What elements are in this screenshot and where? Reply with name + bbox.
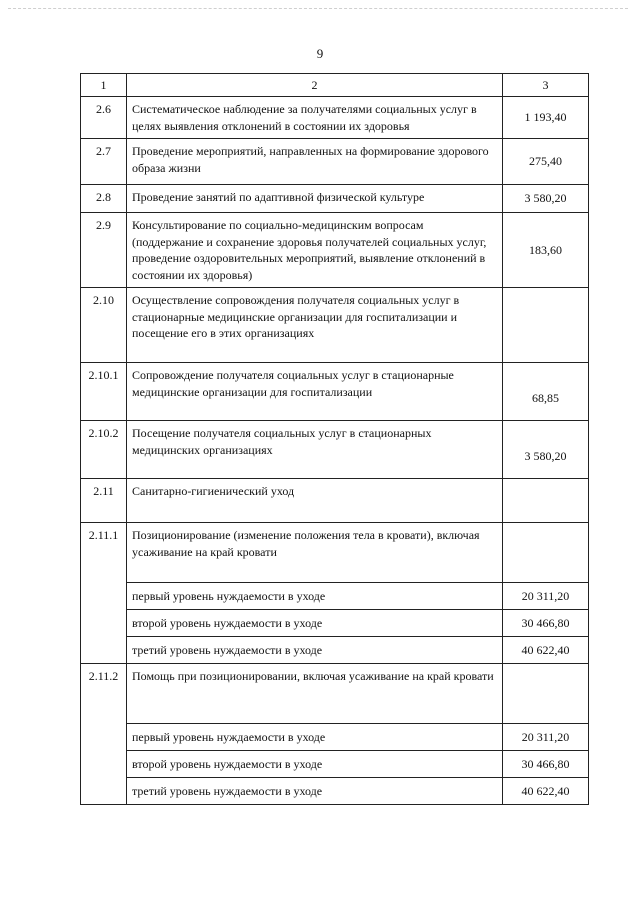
- table-row: [81, 185, 589, 213]
- table-row: [81, 363, 589, 421]
- level-label: второй уровень нуждаемости в уходе: [127, 610, 503, 637]
- row-value: 183,60: [503, 213, 589, 288]
- level-row: [81, 637, 589, 664]
- table-row: [81, 664, 589, 724]
- row-description: Помощь при позиционировании, включая усаживание на край кровати: [127, 664, 503, 724]
- level-row: [81, 610, 589, 637]
- row-value: 3 580,20: [503, 421, 589, 479]
- row-value: 68,85: [503, 363, 589, 421]
- row-number: 2.10: [81, 288, 127, 363]
- level-label: третий уровень нуждаемости в уходе: [127, 778, 503, 805]
- level-label: третий уровень нуждаемости в уходе: [127, 637, 503, 664]
- row-number: 2.11: [81, 479, 127, 523]
- header-col-2: 2: [127, 74, 503, 97]
- level-value: 40 622,40: [503, 637, 589, 664]
- level-row: [81, 778, 589, 805]
- row-description: Осуществление сопровождения получателя социальных услуг в стационарные медицинские организации для госпитализации и посещение его в этих организациях: [127, 288, 503, 363]
- table-row: [81, 421, 589, 479]
- table-row: [81, 213, 589, 288]
- row-value: [503, 664, 589, 724]
- page-number: 9: [316, 46, 324, 61]
- row-description: Посещение получателя социальных услуг в стационарных медицинских организациях: [127, 421, 503, 479]
- table-row: [81, 288, 589, 363]
- level-row: [81, 751, 589, 778]
- level-value: 40 622,40: [503, 778, 589, 805]
- services-table: [80, 73, 589, 805]
- table-row: [81, 139, 589, 185]
- row-number: 2.10.2: [81, 421, 127, 479]
- table-row: [81, 523, 589, 583]
- row-description: Позиционирование (изменение положения тела в кровати), включая усаживание на край кровати: [127, 523, 503, 583]
- row-number: 2.8: [81, 185, 127, 213]
- table-row: [81, 479, 589, 523]
- row-value: [503, 288, 589, 363]
- row-value: 3 580,20: [503, 185, 589, 213]
- level-value: 20 311,20: [503, 583, 589, 610]
- row-value: [503, 523, 589, 583]
- row-value: 1 193,40: [503, 97, 589, 139]
- level-label: первый уровень нуждаемости в уходе: [127, 724, 503, 751]
- level-label: второй уровень нуждаемости в уходе: [127, 751, 503, 778]
- row-description: Санитарно-гигиенический уход: [127, 479, 503, 523]
- header-row: [81, 74, 589, 97]
- row-description: Сопровождение получателя социальных услуг в стационарные медицинские организации для госпитализации: [127, 363, 503, 421]
- header-col-3: 3: [503, 74, 589, 97]
- level-label: первый уровень нуждаемости в уходе: [127, 583, 503, 610]
- level-value: 20 311,20: [503, 724, 589, 751]
- row-description: Систематическое наблюдение за получателями социальных услуг в целях выявления отклонений в состоянии их здоровья: [127, 97, 503, 139]
- scan-top-line: [8, 8, 628, 9]
- row-number: 2.6: [81, 97, 127, 139]
- level-row: [81, 583, 589, 610]
- row-number: 2.7: [81, 139, 127, 185]
- row-value: [503, 479, 589, 523]
- level-value: 30 466,80: [503, 610, 589, 637]
- row-number: 2.10.1: [81, 363, 127, 421]
- level-row: [81, 724, 589, 751]
- row-description: Проведение занятий по адаптивной физической культуре: [127, 185, 503, 213]
- row-number: 2.9: [81, 213, 127, 288]
- table-row: [81, 97, 589, 139]
- level-value: 30 466,80: [503, 751, 589, 778]
- row-number: 2.11.2: [81, 664, 127, 805]
- row-description: Консультирование по социально-медицинским вопросам (поддержание и сохранение здоровья получателей социальных услуг, проведение оздоровительных мероприятий, выявление отклонений в состоянии их здоровья): [127, 213, 503, 288]
- header-col-1: 1: [81, 74, 127, 97]
- row-description: Проведение мероприятий, направленных на формирование здорового образа жизни: [127, 139, 503, 185]
- row-value: 275,40: [503, 139, 589, 185]
- row-number: 2.11.1: [81, 523, 127, 664]
